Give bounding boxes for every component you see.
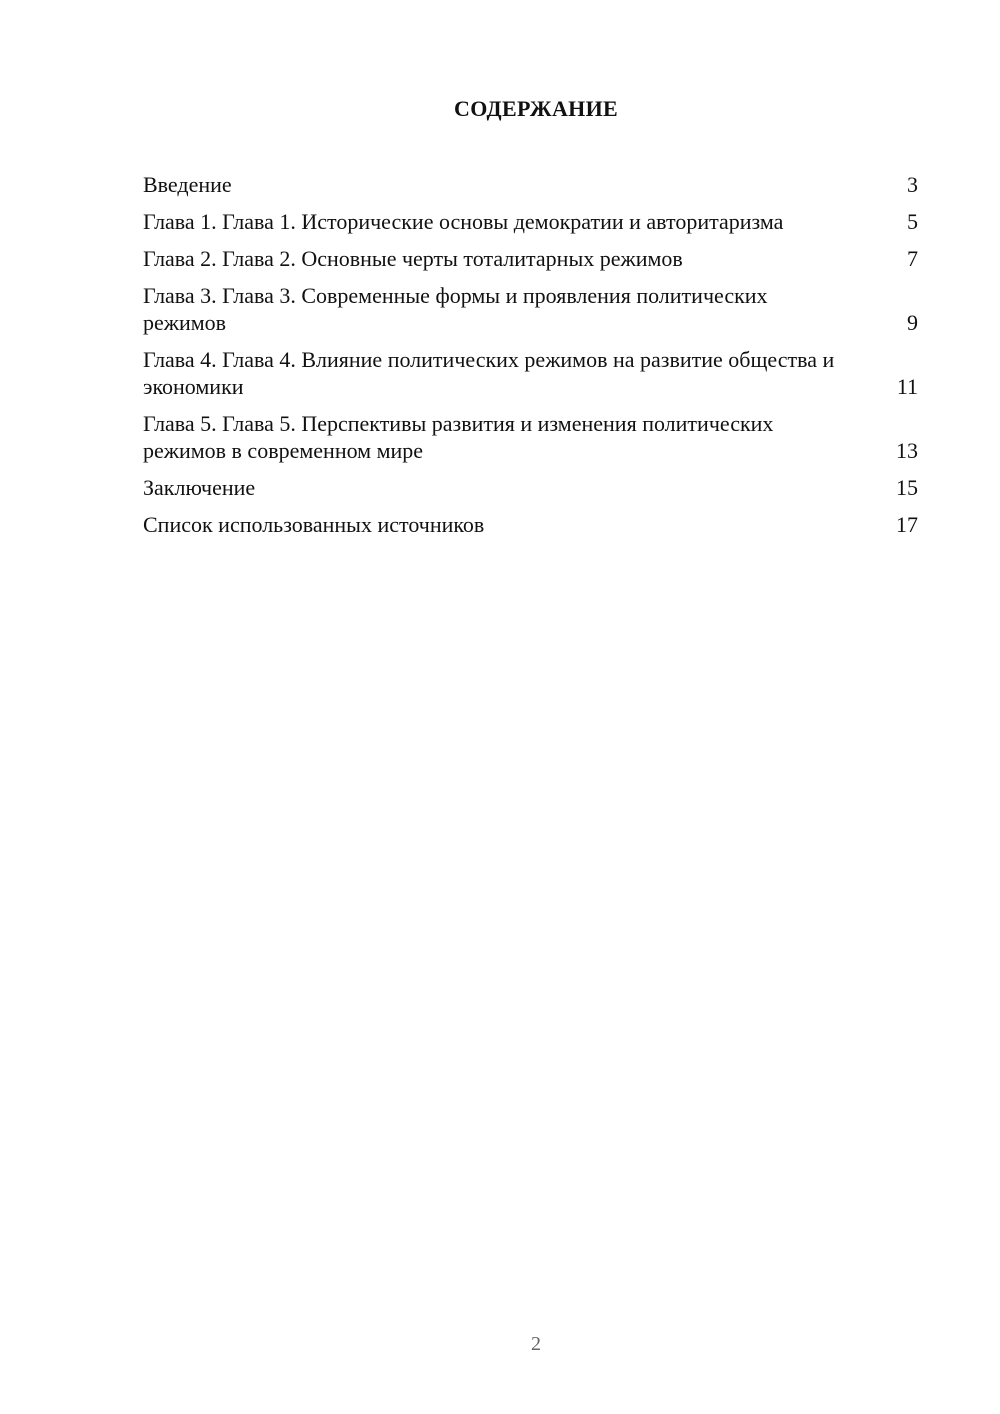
toc-item-page: 3 xyxy=(907,172,918,197)
toc-item-page: 11 xyxy=(896,374,918,399)
toc-item-page: 9 xyxy=(907,310,918,335)
toc-item-title: Глава 2. Глава 2. Основные черты тоталитарных режимов xyxy=(143,246,683,271)
toc-item-conclusion xyxy=(143,474,918,501)
toc-item-title: Глава 5. Глава 5. Перспективы развития и изменения политических режимов в современном мире xyxy=(143,411,774,463)
toc-item-title: Глава 1. Глава 1. Исторические основы демократии и авторитаризма xyxy=(143,209,784,234)
toc-item-title: Список использованных источников xyxy=(143,512,485,537)
toc-item-page: 5 xyxy=(907,209,918,234)
toc-item-introduction xyxy=(143,171,918,198)
page-number: 2 xyxy=(531,1333,541,1355)
toc-item-page: 13 xyxy=(896,438,918,463)
toc-item-title: Введение xyxy=(143,172,232,197)
toc-item-chapter-1 xyxy=(143,208,918,235)
toc-item-page: 17 xyxy=(896,512,918,537)
toc-item-chapter-3 xyxy=(143,282,918,336)
toc-item-title: Глава 4. Глава 4. Влияние политических режимов на развитие общества и экономики xyxy=(143,347,835,399)
toc-item-chapter-2 xyxy=(143,245,918,272)
toc-item-references xyxy=(143,511,918,538)
toc-item-title: Глава 3. Глава 3. Современные формы и проявления политических режимов xyxy=(143,283,768,335)
table-of-contents xyxy=(143,171,918,548)
toc-item-chapter-5 xyxy=(143,410,918,464)
toc-item-page: 15 xyxy=(896,475,918,500)
toc-item-title: Заключение xyxy=(143,475,256,500)
page-title: СОДЕРЖАНИЕ xyxy=(454,96,618,121)
toc-item-chapter-4 xyxy=(143,346,918,400)
toc-item-page: 7 xyxy=(907,246,918,271)
